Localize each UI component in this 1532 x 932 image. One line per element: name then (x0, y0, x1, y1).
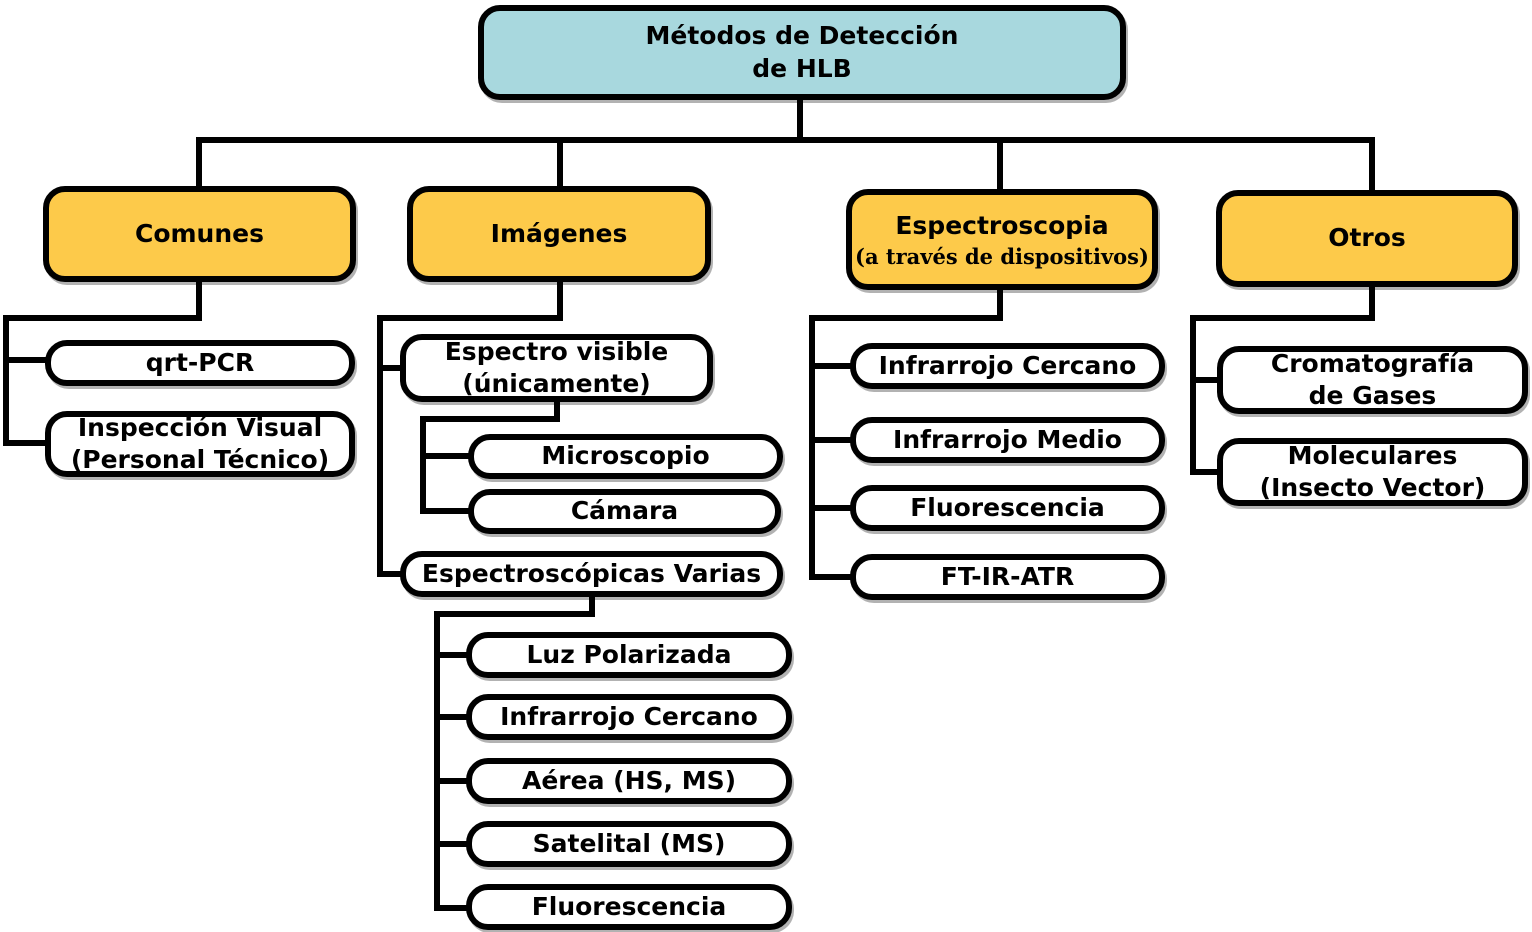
node-label: Microscopio (541, 441, 710, 471)
connector-line (1190, 315, 1196, 475)
connector-line (196, 137, 202, 189)
node-label: Infrarrojo Medio (893, 424, 1122, 454)
node-label-line1: Cromatografía (1270, 348, 1475, 378)
node-label: Infrarrojo Cercano (878, 350, 1137, 380)
node-label: Luz Polarizada (526, 639, 732, 669)
node-label: Infrarrojo Cercano (500, 701, 758, 731)
node-espectroscopia (846, 189, 1158, 290)
connector-line (809, 574, 856, 580)
node-label: Fluorescencia (531, 891, 727, 921)
node-label-line2: de Gases (1308, 381, 1437, 410)
connector-line (809, 505, 856, 511)
node-label: Imágenes (490, 218, 628, 248)
node-label: qrt-PCR (145, 347, 255, 377)
node-label-line1: Espectro visible (444, 336, 669, 366)
connector-line (377, 315, 563, 321)
node-label: Comunes (134, 218, 264, 248)
node-metodos-de-deteccion-hlb (478, 5, 1126, 100)
connector-line (809, 363, 856, 369)
node-aerea-hs-ms (466, 758, 792, 804)
connector-line (809, 315, 815, 580)
connector-line (434, 611, 595, 617)
connector-line (420, 453, 472, 459)
connector-line (1369, 137, 1375, 193)
node-label-line2: de HLB (752, 53, 852, 83)
node-fluorescencia-imagenes (466, 884, 792, 930)
connector-line (557, 137, 563, 189)
node-cromatografia-de-gases (1217, 346, 1528, 414)
connector-line (809, 315, 1003, 321)
node-satelital-ms (466, 821, 792, 867)
connector-line (809, 437, 856, 443)
node-label-line2: (Personal Técnico) (70, 445, 330, 474)
node-otros (1216, 190, 1518, 287)
node-imagenes (407, 186, 711, 282)
node-microscopio (468, 434, 783, 479)
connector-line (3, 315, 202, 321)
connector-line (797, 98, 803, 141)
node-espectroscopicas-varias (400, 551, 783, 597)
connector-line (3, 440, 48, 446)
node-label: Satelital (MS) (532, 828, 726, 858)
node-label: Espectroscopia (895, 211, 1109, 241)
node-label: FT-IR-ATR (940, 561, 1075, 591)
connector-line (1190, 315, 1375, 321)
node-comunes (43, 186, 356, 282)
connector-line (420, 508, 472, 514)
node-label: Aérea (HS, MS) (521, 765, 737, 795)
node-inspeccion-visual (45, 411, 355, 477)
node-fluorescencia-espectroscopia (850, 485, 1165, 531)
node-label: Espectroscópicas Varias (421, 558, 762, 588)
node-label: Cámara (570, 496, 679, 526)
connector-line (196, 137, 1375, 143)
node-espectro-visible (400, 334, 713, 402)
node-luz-polarizada (466, 632, 792, 678)
connector-line (997, 137, 1003, 192)
node-label-line2: (únicamente) (462, 369, 651, 398)
node-ft-ir-atr (850, 554, 1165, 600)
node-camara (468, 489, 781, 534)
connector-line (420, 416, 560, 422)
connector-line (420, 416, 426, 514)
node-label-line2: (Insecto Vector) (1259, 473, 1486, 502)
connector-line (3, 357, 48, 363)
node-infrarrojo-medio (850, 417, 1165, 463)
node-label-line1: Inspección Visual (77, 412, 323, 442)
node-label-line1: Moleculares (1287, 440, 1458, 470)
node-infrarrojo-cercano-espectroscopia (850, 343, 1165, 389)
node-sublabel: (a través de dispositivos) (855, 243, 1149, 269)
node-label: Otros (1328, 223, 1406, 253)
node-label: Fluorescencia (910, 492, 1105, 522)
node-moleculares-insecto-vector (1217, 438, 1528, 506)
node-infrarrojo-cercano-imagenes (466, 694, 792, 740)
node-label-line1: Métodos de Detección (645, 21, 959, 50)
connector-line (377, 315, 383, 577)
node-qrt-pcr (45, 340, 355, 386)
connector-line (3, 315, 9, 446)
